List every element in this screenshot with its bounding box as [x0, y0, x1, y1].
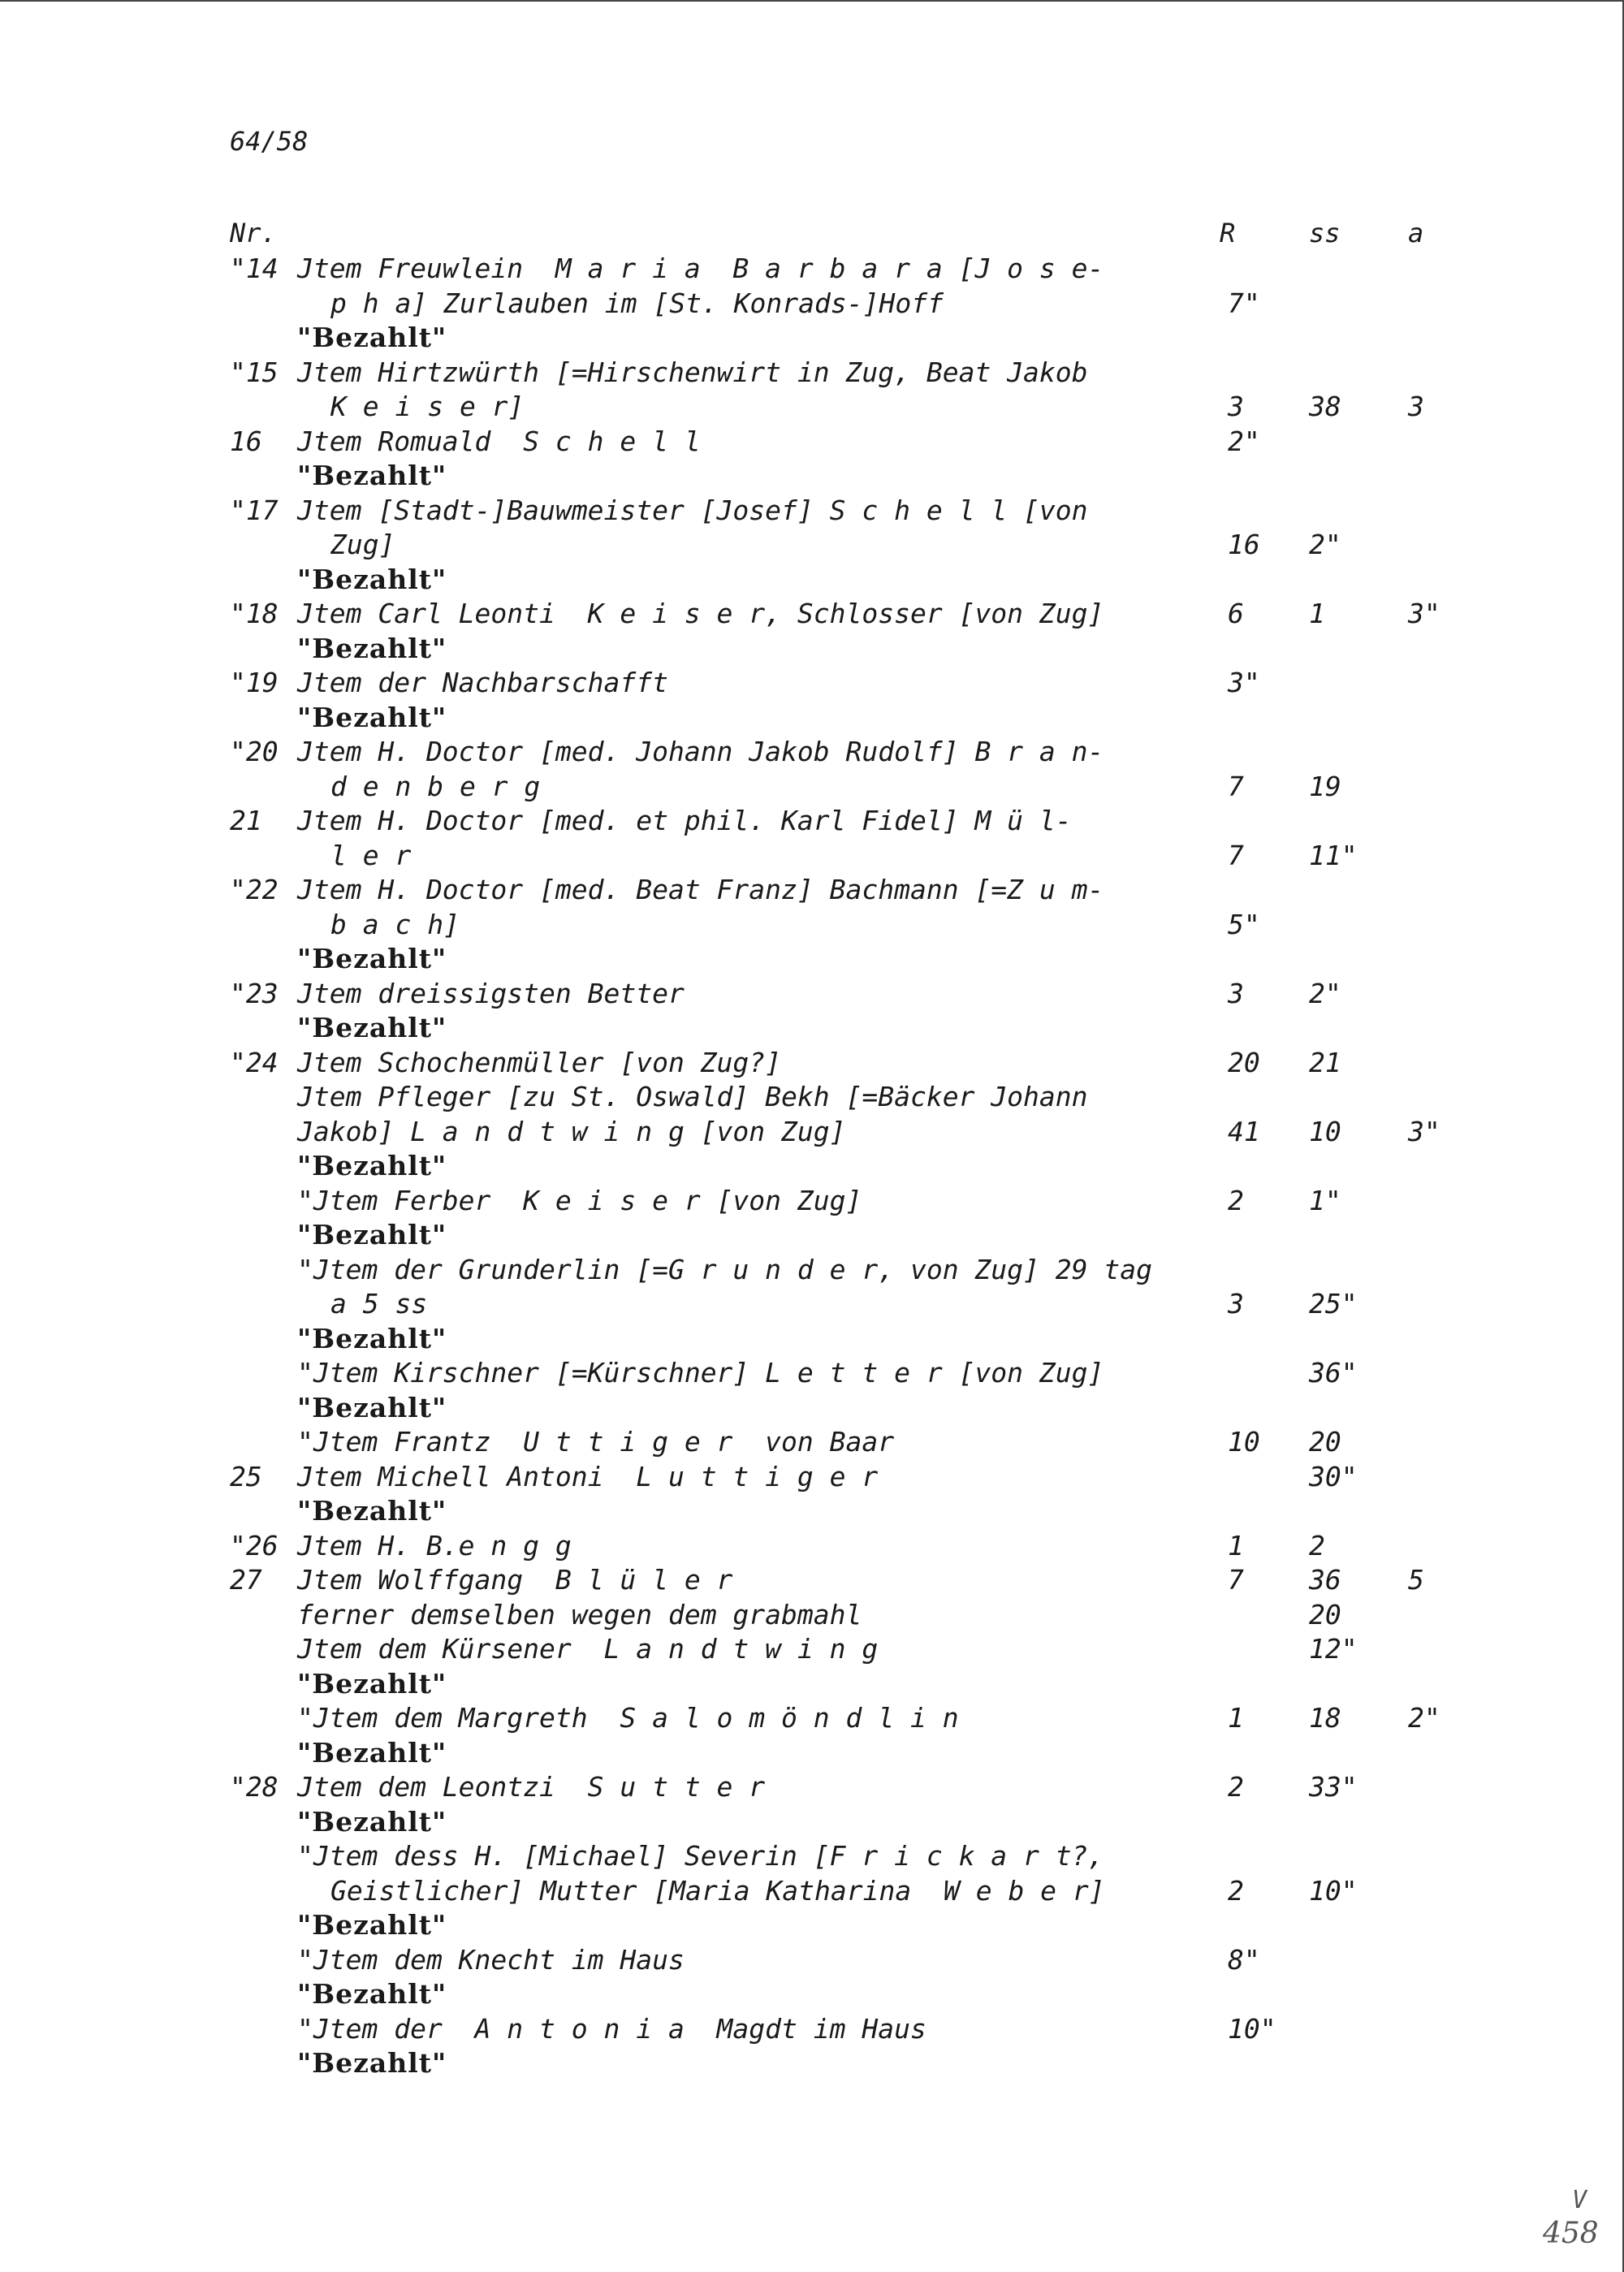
entry-text: Jtem dem Leontzi S u t t e r — [297, 1771, 766, 1803]
amount-ss: 1 — [1309, 598, 1325, 629]
amount-r: 16 — [1228, 529, 1260, 560]
entry-text: l e r — [330, 839, 412, 871]
column-header-a: a — [1408, 218, 1424, 248]
amount-ss: 2 — [1309, 1529, 1325, 1561]
ledger-row — [0, 1839, 1624, 1874]
ledger-row — [0, 1563, 1624, 1598]
corner-check-mark: V — [1572, 2186, 1587, 2214]
amount-ss: 1" — [1309, 1184, 1341, 1216]
amount-ss: 30" — [1309, 1460, 1358, 1492]
amount-ss: 20 — [1309, 1598, 1341, 1631]
entry-text: Jtem der Nachbarschafft — [297, 667, 668, 698]
entry-text: Jtem Freuwlein M a r i a B a r b a r a [J o s e- — [297, 253, 1104, 284]
ledger-row — [0, 632, 1624, 667]
ledger-row — [0, 804, 1624, 839]
amount-r: 7 — [1228, 770, 1244, 802]
amount-r: 3" — [1228, 667, 1260, 698]
amount-r: 20 — [1228, 1046, 1260, 1078]
amount-ss: 36" — [1309, 1357, 1358, 1389]
entry-text: Jtem Pfleger [zu St. Oswald] Bekh [=Bäcker Johann — [297, 1081, 1088, 1112]
ledger-row — [0, 563, 1624, 598]
ledger-row — [0, 597, 1624, 632]
amount-r: 3 — [1228, 391, 1244, 422]
ledger-row — [0, 1460, 1624, 1495]
amount-r: 2 — [1228, 1184, 1244, 1216]
amount-ss: 12" — [1309, 1633, 1358, 1665]
amount-ss: 19 — [1309, 770, 1341, 802]
ledger-row — [0, 1598, 1624, 1633]
amount-r: 2" — [1228, 425, 1260, 457]
amount-r: 7 — [1228, 1564, 1244, 1596]
entry-number: 25 — [230, 1460, 262, 1492]
amount-ss: 2" — [1309, 529, 1341, 560]
ledger-row — [0, 701, 1624, 736]
paid-stamp: "Bezahlt" — [297, 1495, 447, 1527]
ledger-row — [0, 1218, 1624, 1253]
page-border-top — [0, 0, 1624, 2]
ledger-row — [0, 735, 1624, 770]
ledger-row — [0, 356, 1624, 391]
ledger-row — [0, 1184, 1624, 1219]
entry-text: Jtem [Stadt-]Bauwmeister [Josef] S c h e l l [von — [297, 494, 1088, 526]
amount-a: 2" — [1408, 1702, 1440, 1734]
entry-text: Jtem dem Kürsener L a n d t w i n g — [297, 1633, 879, 1665]
entry-text: "Jtem der A n t o n i a Magdt im Haus — [297, 2012, 926, 2045]
ledger-row — [0, 1011, 1624, 1046]
amount-r: 10 — [1228, 1426, 1260, 1458]
amount-ss: 10" — [1309, 1874, 1358, 1907]
column-header-ss: ss — [1309, 218, 1341, 248]
paid-stamp: "Bezahlt" — [297, 632, 447, 664]
paid-stamp: "Bezahlt" — [297, 2047, 447, 2079]
paid-stamp: "Bezahlt" — [297, 1219, 447, 1250]
paid-stamp: "Bezahlt" — [297, 943, 447, 974]
entry-number: 21 — [230, 805, 262, 836]
ledger-row — [0, 1080, 1624, 1115]
amount-a: 5 — [1408, 1564, 1424, 1596]
ledger-row — [0, 1287, 1624, 1322]
entry-number: "15 — [230, 356, 279, 388]
amount-r: 5" — [1228, 908, 1260, 940]
ledger-row — [0, 425, 1624, 460]
amount-ss: 38 — [1309, 391, 1341, 422]
entry-number: "23 — [230, 977, 279, 1009]
ledger-row — [0, 1253, 1624, 1288]
ledger-row — [0, 252, 1624, 287]
entry-text: "Jtem dem Margreth S a l o m ö n d l i n — [297, 1702, 959, 1734]
amount-r: 41 — [1228, 1115, 1260, 1147]
ledger-row — [0, 1046, 1624, 1081]
entry-text: Jtem H. Doctor [med. Beat Franz] Bachmann [=Z u m- — [297, 874, 1104, 905]
amount-ss: 2" — [1309, 977, 1341, 1009]
entry-text: "Jtem dem Knecht im Haus — [297, 1943, 685, 1976]
column-header-r: R — [1220, 218, 1236, 248]
entry-text: a 5 ss — [330, 1288, 428, 1320]
entry-text: Jtem Schochenmüller [von Zug?] — [297, 1046, 782, 1078]
entry-number: "17 — [230, 494, 279, 526]
ledger-row — [0, 666, 1624, 701]
amount-ss: 36 — [1309, 1564, 1341, 1596]
entry-text: Jtem H. Doctor [med. Johann Jakob Rudolf] B r a n- — [297, 736, 1104, 767]
entry-number: "14 — [230, 253, 279, 284]
ledger-row — [0, 1632, 1624, 1667]
entry-text: p h a] Zurlauben im [St. Konrads-]Hoff — [330, 287, 944, 319]
entry-text: d e n b e r g — [330, 770, 541, 802]
amount-r: 3 — [1228, 977, 1244, 1009]
amount-r: 1 — [1228, 1529, 1244, 1561]
ledger-row — [0, 1391, 1624, 1426]
ledger-row — [0, 1115, 1624, 1150]
ledger-row — [0, 977, 1624, 1012]
ledger-entries — [0, 252, 1624, 2081]
paid-stamp: "Bezahlt" — [297, 1391, 447, 1423]
amount-r: 7" — [1228, 287, 1260, 319]
ledger-row — [0, 1874, 1624, 1909]
page-reference: 64/58 — [230, 126, 309, 157]
entry-text: Jtem Wolffgang B l ü l e r — [297, 1564, 733, 1596]
entry-text: "Jtem Frantz U t t i g e r von Baar — [297, 1426, 895, 1458]
amount-r: 3 — [1228, 1288, 1244, 1320]
entry-number: "19 — [230, 667, 279, 698]
entry-number: "18 — [230, 598, 279, 629]
ledger-row — [0, 1943, 1624, 1978]
ledger-row — [0, 1667, 1624, 1702]
paid-stamp: "Bezahlt" — [297, 701, 447, 733]
entry-text: "Jtem Ferber K e i s e r [von Zug] — [297, 1184, 862, 1216]
amount-r: 2 — [1228, 1874, 1244, 1907]
amount-r: 2 — [1228, 1771, 1244, 1803]
entry-text: Jakob] L a n d t w i n g [von Zug] — [297, 1115, 846, 1147]
entry-text: "Jtem Kirschner [=Kürschner] L e t t e r [von Zug] — [297, 1357, 1104, 1389]
paid-stamp: "Bezahlt" — [297, 563, 447, 595]
entry-text: ferner demselben wegen dem grabmahl — [297, 1598, 862, 1631]
amount-r: 7 — [1228, 839, 1244, 871]
paid-stamp: "Bezahlt" — [297, 1012, 447, 1043]
ledger-row — [0, 770, 1624, 805]
column-header-nr: Nr. — [230, 218, 277, 248]
ledger-row — [0, 1805, 1624, 1840]
amount-r: 1 — [1228, 1702, 1244, 1734]
amount-ss: 33" — [1309, 1771, 1358, 1803]
ledger-row — [0, 1322, 1624, 1357]
amount-ss: 10 — [1309, 1115, 1341, 1147]
paid-stamp: "Bezahlt" — [297, 1736, 447, 1769]
ledger-row — [0, 942, 1624, 977]
amount-ss: 20 — [1309, 1426, 1341, 1458]
paid-stamp: "Bezahlt" — [297, 1667, 447, 1700]
entry-number: "24 — [230, 1046, 279, 1078]
entry-text: Jtem Hirtzwürth [=Hirschenwirt in Zug, Beat Jakob — [297, 356, 1088, 388]
amount-a: 3" — [1408, 598, 1440, 629]
ledger-row — [0, 2012, 1624, 2047]
amount-ss: 25" — [1309, 1288, 1358, 1320]
ledger-row — [0, 839, 1624, 874]
ledger-row — [0, 1529, 1624, 1564]
entry-text: Zug] — [330, 529, 395, 560]
paid-stamp: "Bezahlt" — [297, 460, 447, 491]
ledger-row — [0, 1149, 1624, 1184]
entry-number: "28 — [230, 1771, 279, 1803]
ledger-row — [0, 1701, 1624, 1736]
ledger-row — [0, 1494, 1624, 1529]
paid-stamp: "Bezahlt" — [297, 1805, 447, 1838]
paid-stamp: "Bezahlt" — [297, 1150, 447, 1181]
paid-stamp: "Bezahlt" — [297, 1909, 447, 1941]
amount-r: 6 — [1228, 598, 1244, 629]
amount-ss: 18 — [1309, 1702, 1341, 1734]
entry-number: "26 — [230, 1529, 279, 1561]
ledger-row — [0, 873, 1624, 908]
entry-text: Jtem dreissigsten Better — [297, 977, 685, 1009]
amount-r: 8" — [1228, 1943, 1260, 1976]
entry-text: Geistlicher] Mutter [Maria Katharina W e b e r] — [330, 1874, 1105, 1907]
amount-a: 3" — [1408, 1115, 1440, 1147]
ledger-row — [0, 494, 1624, 529]
ledger-row — [0, 390, 1624, 425]
ledger-row — [0, 1908, 1624, 1943]
entry-text: Jtem Michell Antoni L u t t i g e r — [297, 1460, 879, 1492]
ledger-row — [0, 528, 1624, 563]
paid-stamp: "Bezahlt" — [297, 1978, 447, 2010]
ledger-row — [0, 1736, 1624, 1771]
entry-text: b a c h] — [330, 908, 460, 940]
paid-stamp: "Bezahlt" — [297, 322, 447, 353]
corner-folio-mark: 458 — [1543, 2217, 1599, 2250]
ledger-row — [0, 2046, 1624, 2081]
ledger-row — [0, 908, 1624, 943]
amount-ss: 11" — [1309, 839, 1358, 871]
entry-number: "22 — [230, 874, 279, 905]
entry-number: 16 — [230, 425, 262, 457]
ledger-row — [0, 1425, 1624, 1460]
ledger-row — [0, 321, 1624, 356]
entry-text: "Jtem der Grunderlin [=G r u n d e r, von Zug] 29 tag — [297, 1253, 1152, 1285]
ledger-row — [0, 287, 1624, 322]
ledger-row — [0, 1977, 1624, 2012]
entry-text: Jtem Carl Leonti K e i s e r, Schlosser [von Zug] — [297, 598, 1104, 629]
entry-text: Jtem Romuald S c h e l l — [297, 425, 701, 457]
ledger-row — [0, 1356, 1624, 1391]
entry-text: Jtem H. Doctor [med. et phil. Karl Fidel] M ü l- — [297, 805, 1072, 836]
amount-ss: 21 — [1309, 1046, 1341, 1078]
entry-text: Jtem H. B.e n g g — [297, 1529, 572, 1561]
amount-a: 3 — [1408, 391, 1424, 422]
ledger-row — [0, 1770, 1624, 1805]
ledger-row — [0, 459, 1624, 494]
paid-stamp: "Bezahlt" — [297, 1322, 447, 1354]
amount-r: 10" — [1228, 2012, 1276, 2045]
entry-text: K e i s e r] — [330, 391, 525, 422]
entry-number: "20 — [230, 736, 279, 767]
entry-text: "Jtem dess H. [Michael] Severin [F r i c k a r t?, — [297, 1840, 1104, 1872]
entry-number: 27 — [230, 1564, 262, 1596]
